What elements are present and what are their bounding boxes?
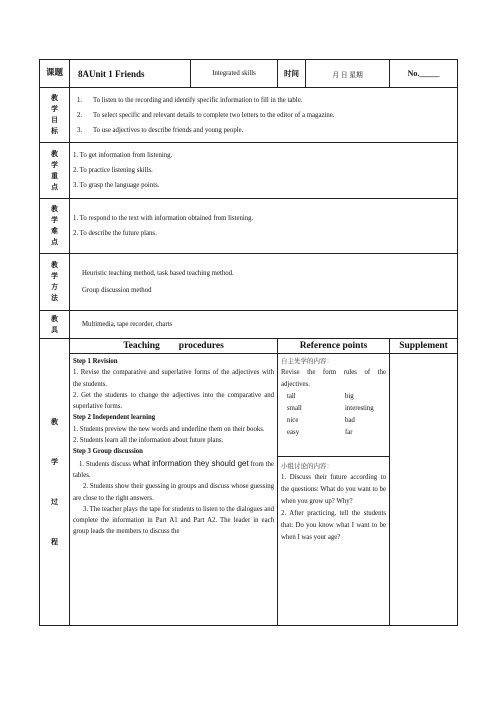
procedures-header: Teaching procedures [70, 339, 278, 354]
step-item: 3. The teacher plays the tape for students to listen to the dialogues and complete the information in Part A1 and Part A2. The leader in each group leads the members to discuss the [73, 505, 275, 536]
reference-cell [278, 354, 390, 626]
discussion-label: 小组讨论的内容： [281, 462, 334, 470]
key-point-item: 2. To practice listening skills. [73, 167, 153, 174]
adjective-word: easy [287, 429, 300, 436]
adjective-word: big [345, 393, 354, 400]
objective-item: 3. To use adjectives to describe friends and young people. [77, 126, 244, 134]
objective-item: 1. To listen to the recording and identify specific information to fill in the table. [77, 96, 303, 104]
procedures-cell [70, 354, 278, 626]
step3-title: Step 3 Group discussion [73, 448, 143, 456]
discussion-item: 1. Discuss their future according to the questions: What do you want to be when you grow up? Why? [281, 474, 387, 505]
lesson-plan-table [39, 59, 458, 626]
difficulty-item: 1. To respond to the text with information obtained from listening. [73, 215, 254, 222]
date-fields: 月 日 星期 [306, 60, 390, 88]
difficulties-list [70, 199, 458, 254]
supplement-header: Supplement [390, 339, 458, 354]
step-item: 2. Students learn all the information about future plans. [73, 437, 224, 445]
adjective-word: tall [287, 393, 296, 400]
lesson-plan-page [39, 59, 457, 626]
self-study-text: Revise the form rules of the adjectives. [281, 369, 387, 388]
key-point-item: 1. To get information from listening. [73, 152, 173, 159]
aids-text: Multimedia, tape recorder, charts [70, 311, 458, 339]
adjective-word: far [345, 429, 353, 436]
objective-item: 2. To select specific and relevant details to complete two letters to the editor of a magazine. [77, 111, 335, 119]
method-item: Heuristic teaching method, task based teaching method. [82, 270, 234, 277]
method-item: Group discussion method [82, 287, 152, 294]
step-item: 1. Students preview the new words and underline them on their books. [73, 425, 265, 433]
process-label: 教学过程 [40, 339, 70, 626]
key-points-label: 教学重点 [40, 143, 70, 199]
adjective-list [281, 391, 386, 439]
methods-list [70, 254, 458, 311]
step-item: 2. Get the students to change the adjectives into the comparative and superlative forms. [73, 391, 275, 411]
number-field: No._____ [390, 60, 458, 88]
step1-title: Step 1 Revision [73, 358, 118, 365]
reference-header: Reference points [278, 339, 390, 354]
key-points-row [40, 143, 458, 199]
adjective-word: nice [287, 417, 299, 424]
objectives-row [40, 88, 458, 143]
discussion-item: 2. After practicing, tell the students that: Do you know what I want to be when I was your age? [281, 510, 387, 541]
key-point-item: 3. To grasp the language points. [73, 182, 160, 189]
topic-label: 课题 [40, 60, 70, 88]
adjective-word: small [287, 405, 302, 412]
methods-row [40, 254, 458, 311]
objectives-list [70, 88, 458, 143]
header-row [40, 60, 458, 88]
adjective-word: bad [345, 417, 355, 424]
methods-label: 教学方法 [40, 254, 70, 311]
step-item: 1. Students discuss what information they should get from the tables. [73, 458, 275, 479]
unit-title: 8AUnit 1 Friends [70, 60, 191, 88]
self-study-label: 自主先学的内容： [281, 357, 334, 365]
difficulty-item: 2. To describe the future plans. [73, 230, 157, 237]
process-body-row [40, 354, 458, 626]
step-item: 1. Revise the comparative and superlative forms of the adjectives with the students. [73, 369, 275, 388]
objectives-label: 教学目标 [40, 88, 70, 143]
key-points-list [70, 143, 458, 199]
lesson-type: Integrated skills [191, 60, 278, 88]
aids-label: 教具 [40, 311, 70, 339]
difficulties-label: 教学难点 [40, 199, 70, 254]
difficulties-row [40, 199, 458, 254]
adjective-word: interesting [345, 405, 374, 412]
time-label: 时间 [278, 60, 306, 88]
aids-row [40, 311, 458, 339]
process-header-row [40, 339, 458, 354]
step2-title: Step 2 Independent learning [73, 414, 156, 422]
step-item: 2. Students show their guessing in groups and discuss whose guessing are close to the right answers. [73, 483, 275, 502]
